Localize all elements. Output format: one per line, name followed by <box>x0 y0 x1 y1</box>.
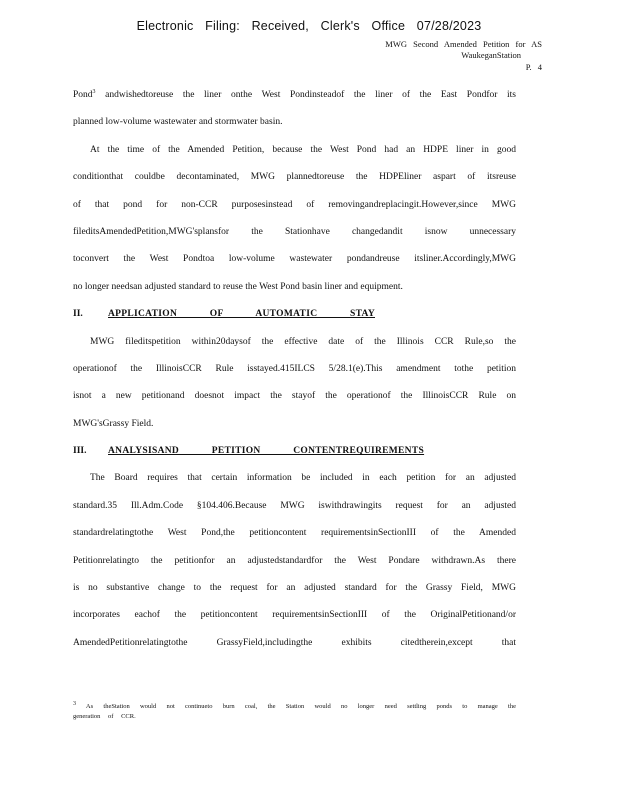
paragraph-line: AmendedPetitionrelatingtothe GrassyField,includingthe exhibits citedtherein,except that <box>73 637 516 648</box>
paragraph-line: MWG'sGrassy Field. <box>73 418 154 429</box>
running-header-station: WaukeganStation <box>461 50 521 60</box>
running-header-title: MWG Second Amended Petition for AS <box>385 39 542 49</box>
paragraph-line: no longer needsan adjusted standard to reuse the West Pond basin liner and equipment. <box>73 281 403 292</box>
paragraph-line: incorporates eachof the petitioncontent requirementsinSectionIII of the OriginalPetitionand/or <box>73 610 516 621</box>
paragraph-line: toconvert the West Pondtoa low-volume wastewater pondandreuse itsliner.Accordingly,MWG <box>73 254 516 265</box>
paragraph-line: fileditsAmendedPetition,MWG'splansfor the Stationhave changedandit isnow unnecessary <box>73 226 516 237</box>
paragraph-line: standard.35 Ill.Adm.Code §104.406.Because MWG iswithdrawingits request for an adjusted <box>73 500 516 511</box>
paragraph-line: conditionthat couldbe decontaminated, MWG plannedtoreuse the HDPEliner aspart of itsreuse <box>73 172 516 183</box>
paragraph-line: planned low-volume wastewater and stormwater basin. <box>73 117 283 128</box>
footnote-line: 3 As theStation would not continueto burn coal, the Station would no longer need settling ponds to manage the <box>73 700 516 710</box>
filing-stamp: Electronic Filing: Received, Clerk's Office 07/28/2023 <box>136 19 482 33</box>
section-heading-stay: II. APPLICATION OF AUTOMATIC STAY <box>73 309 375 320</box>
paragraph-line: MWG fileditspetition within20daysof the effective date of the Illinois CCR Rule,so the <box>90 336 516 347</box>
paragraph-line: of that pond for non-CCR purposesinstead of removingandreplacingit.However,since MWG <box>73 199 516 210</box>
paragraph-line: isnot a new petitionand doesnot impact the stayof the operationof the IllinoisCCR Rule on <box>73 391 516 402</box>
paragraph-line: Petitionrelatingto the petitionfor an adjustedstandardfor the West Pondare withdrawn.As there <box>73 555 516 566</box>
paragraph-line: The Board requires that certain information be included in each petition for an adjusted <box>90 473 516 484</box>
section-heading-analysis: III. ANALYSISAND PETITION CONTENTREQUIREMENTS <box>73 446 425 457</box>
footnote <box>73 702 516 722</box>
page-number: P. 4 <box>525 62 542 72</box>
document-body <box>73 82 516 657</box>
paragraph-line: At the time of the Amended Petition, because the West Pond had an HDPE liner in good <box>90 144 516 155</box>
paragraph-line: operationof the IllinoisCCR Rule isstayed.415ILCS 5/28.1(e).This amendment tothe petition <box>73 363 516 374</box>
paragraph-line: Pond$^3$ andwishedtoreuse the liner onthe West Pondinsteadof the liner of the East Pondfor its <box>73 88 516 100</box>
paragraph-line: is no substantive change to the request for an adjusted standard for the Grassy Field, MWG <box>73 583 516 594</box>
footnote-reference: 3 <box>92 88 96 95</box>
paragraph-line: standardrelatingtothe West Pond,the petitioncontent requirementsinSectionIII of the Amended <box>73 528 516 539</box>
footnote-line: generation of CCR. <box>73 713 136 720</box>
